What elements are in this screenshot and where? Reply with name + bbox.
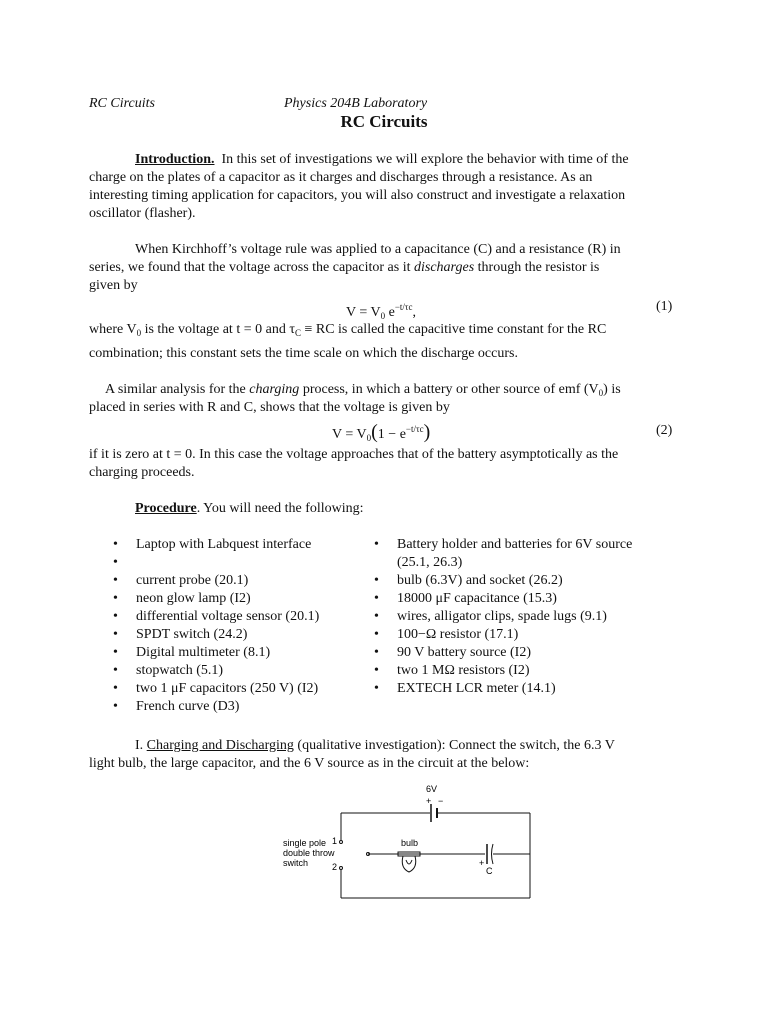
procedure-text: . You will need the following: <box>196 501 364 516</box>
header-center: Physics 204B Laboratory <box>284 96 428 111</box>
eq1-sub: 0 <box>380 311 386 321</box>
equipment-list-left <box>111 536 319 716</box>
cap-label: C <box>486 866 493 876</box>
battery-plus: + <box>426 796 432 806</box>
kirchhoff-line-1: When Kirchhoff’s voltage rule was applied to a capacitance (C) and a resistance (R) in <box>135 242 621 257</box>
where-b: is the voltage at t = 0 and τ <box>144 322 295 337</box>
where-line-2: combination; this constant sets the time scale on which the discharge occurs. <box>89 346 518 361</box>
list-item: • SPDT switch (24.2) <box>111 626 319 644</box>
eq1-exp: −t/τc <box>394 302 413 312</box>
eq2-sub: 0 <box>366 433 372 443</box>
intro-line-3: interesting timing application for capacitors, you will also construct and investigate a relaxation <box>89 188 626 203</box>
procedure-line <box>135 500 725 518</box>
list-item: • current probe (20.1) <box>111 572 319 590</box>
rc-circuit-diagram <box>280 780 550 910</box>
where-line-1 <box>89 321 679 342</box>
switch-pos-1: 1 <box>332 836 338 846</box>
eq2-lhs: V = V <box>332 427 367 442</box>
charging-sub: 0 <box>598 388 604 398</box>
eq2-close: ) <box>423 421 431 443</box>
cap-plus: + <box>479 858 485 868</box>
section1-line-2: light bulb, the large capacitor, and the 6 V source as in the circuit at the below: <box>89 756 530 771</box>
where-a: where V <box>89 322 137 337</box>
intro-heading: Introduction. <box>135 152 215 167</box>
list-item: • wires, alligator clips, spade lugs (9.1) <box>372 608 667 626</box>
kirchhoff-line-2 <box>89 259 679 277</box>
list-item: • Digital multimeter (8.1) <box>111 644 319 662</box>
switch-label-1: single pole <box>283 838 327 848</box>
after-eq2-line-1: if it is zero at t = 0. In this case the voltage approaches that of the battery asymptotically as the <box>89 447 619 462</box>
equation-2-number: (2) <box>656 423 673 438</box>
list-item: • two 1 μF capacitors (250 V) (I2) <box>111 680 319 698</box>
switch-label-3: switch <box>283 858 309 868</box>
charging-line-2: placed in series with R and C, shows that the voltage is given by <box>89 400 450 415</box>
list-item: • French curve (D3) <box>111 698 319 716</box>
charging-b: process, in which a battery or other source of emf (V <box>302 382 599 397</box>
section1-line-1 <box>135 737 725 755</box>
charging-c: ) is <box>603 382 621 397</box>
list-item: • 90 V battery source (I2) <box>372 644 667 662</box>
kirchhoff-text-2a: series, we found that the voltage across the capacitor as it <box>89 260 411 275</box>
list-item: • Laptop with Labquest interface <box>111 536 319 554</box>
header-left: RC Circuits <box>89 96 155 111</box>
eq2-open: ( <box>371 421 378 443</box>
section1-heading: Charging and Discharging <box>146 738 294 753</box>
procedure-heading: Procedure <box>135 501 197 516</box>
kirchhoff-line-3: given by <box>89 278 138 293</box>
eq1-e: e <box>388 305 395 320</box>
equation-1-number: (1) <box>656 299 673 314</box>
after-eq2-line-2: charging proceeds. <box>89 465 195 480</box>
section1-rest: (qualitative investigation): Connect the switch, the 6.3 V <box>297 738 615 753</box>
list-item: • differential voltage sensor (20.1) <box>111 608 319 626</box>
equation-2 <box>332 420 430 447</box>
bulb-label: bulb <box>401 838 419 848</box>
eq1-tail: , <box>412 305 417 320</box>
where-c: ≡ RC is called the capacitive time constant for the RC <box>304 322 607 337</box>
battery-label: 6V <box>426 784 438 794</box>
eq2-exp: −t/τc <box>405 424 424 434</box>
list-item: • neon glow lamp (I2) <box>111 590 319 608</box>
kirchhoff-discharges: discharges <box>414 260 475 275</box>
kirchhoff-text-2b: through the resistor is <box>477 260 600 275</box>
where-tau-sub: C <box>294 328 301 338</box>
where-sub: 0 <box>136 328 142 338</box>
list-item: • Battery holder and batteries for 6V source (25.1, 26.3) <box>372 536 667 572</box>
eq1-lhs: V = V <box>346 305 381 320</box>
charging-a: A similar analysis for the <box>105 382 246 397</box>
switch-label-2: double throw <box>283 848 335 858</box>
eq2-one: 1 − e <box>377 427 406 442</box>
page-title: RC Circuits <box>340 112 428 131</box>
intro-line-1 <box>135 151 725 169</box>
list-item: • 100−Ω resistor (17.1) <box>372 626 667 644</box>
list-spacer <box>111 554 319 572</box>
switch-pos-2: 2 <box>332 862 338 872</box>
intro-line-2: charge on the plates of a capacitor as it charges and discharges through a resistance. As an <box>89 170 593 185</box>
charging-italic: charging <box>249 382 300 397</box>
list-item: • stopwatch (5.1) <box>111 662 319 680</box>
intro-text-1: In this set of investigations we will explore the behavior with time of the <box>221 152 629 167</box>
intro-line-4: oscillator (flasher). <box>89 206 196 221</box>
battery-minus: − <box>438 796 444 806</box>
list-item: • EXTECH LCR meter (14.1) <box>372 680 667 698</box>
equipment-list-right <box>372 536 667 698</box>
list-item: • 18000 μF capacitance (15.3) <box>372 590 667 608</box>
list-item: • bulb (6.3V) and socket (26.2) <box>372 572 667 590</box>
section1-roman: I. <box>135 738 144 753</box>
list-item: • two 1 MΩ resistors (I2) <box>372 662 667 680</box>
